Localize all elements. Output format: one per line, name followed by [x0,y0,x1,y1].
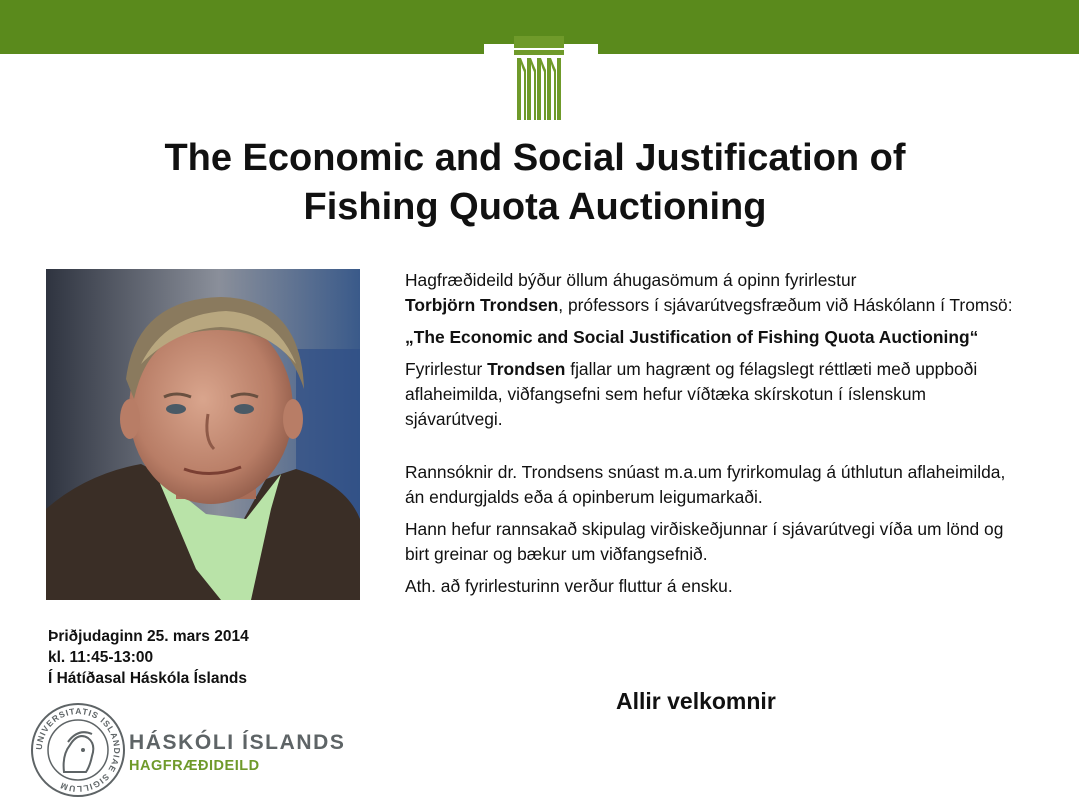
event-time: kl. 11:45-13:00 [48,649,154,666]
language-note: Ath. að fyrirlesturinn verður fluttur á ensku. [405,576,733,596]
summary-speaker-name: Trondsen [487,359,566,379]
speaker-photo [46,269,360,600]
intro-paragraph [405,268,1025,318]
title-line-2: Fishing Quota Auctioning [303,186,767,228]
summary-lead: Fyrirlestur [405,359,488,379]
intro-text: Hagfræðideild býður öllum áhugasömum á opinn fyrirlestur [405,270,857,290]
university-pillar-logo-icon [484,36,598,126]
talk-title [405,325,1025,350]
speaker-name: Torbjörn Trondsen [405,295,559,315]
talk-summary-paragraph [405,357,1025,432]
event-details [48,626,249,689]
talk-title-text: „The Economic and Social Justification of Fishing Quota Auctioning“ [405,327,979,347]
event-location: Í Hátíðasal Háskóla Íslands [48,670,248,687]
event-date: Þriðjudaginn 25. mars 2014 [48,628,249,645]
speaker-portrait-icon [46,269,360,600]
speaker-affiliation: , prófessors í sjávarútvegsfræðum við Háskólann í Tromsö: [558,295,1013,315]
announcement-body [405,268,1025,606]
svg-text:UNIVERSITATIS ISLANDIAE SIGILL: UNIVERSITATIS ISLANDIAE SIGILLUM [33,705,123,795]
university-footer-logo [22,700,382,805]
welcome-text: Allir velkomnir [616,688,776,714]
summary-text: fjallar um hagrænt og félagslegt réttlæti með uppboði aflaheimilda, viðfangsefni sem hefur víðtæka skírskotun í íslenskum sjávarútvegi. [405,359,978,429]
department-name: HAGFRÆÐIDEILD [129,758,260,774]
university-seal-icon [28,700,128,800]
research-paragraph: Rannsóknir dr. Trondsens snúast m.a.um fyrirkomulag á úthlutun aflaheimilda, án endurgjalds eða á opinberum leigumarkaði. [405,462,1006,507]
poster-title [60,134,1010,232]
publications-paragraph: Hann hefur rannsakað skipulag virðiskeðjunnar í sjávarútvegi víða um lönd og birt greinar og bækur um viðfangsefnið. [405,519,1004,564]
university-name: HÁSKÓLI ÍSLANDS [129,731,346,754]
title-line-1: The Economic and Social Justification of [164,137,906,179]
